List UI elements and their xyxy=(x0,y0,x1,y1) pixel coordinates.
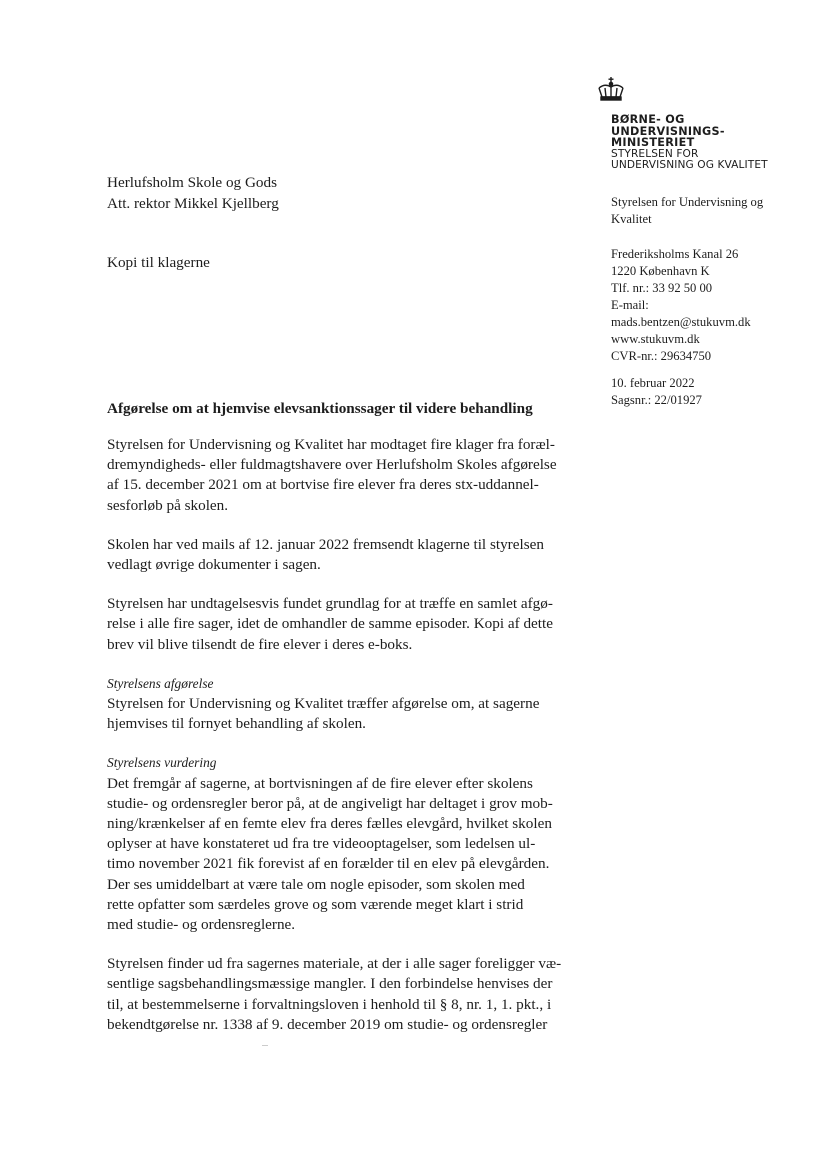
copy-to: Kopi til klagerne xyxy=(107,254,210,271)
sender-phone: Tlf. nr.: 33 92 50 00 xyxy=(611,281,713,295)
text-line: rette opfatter som særdeles grove og som værende meget klart i strid xyxy=(107,895,524,913)
sender-web: www.stukuvm.dk xyxy=(611,332,700,346)
sender-email: mads.bentzen@stukuvm.dk xyxy=(611,315,751,329)
letter-body xyxy=(107,435,562,1054)
letter-heading: Afgørelse om at hjemvise elevsanktionssager til videre behandling xyxy=(107,400,533,417)
text-line: ning/krænkelser af en femte elev fra deres fælles elevgård, hvilket skolen xyxy=(107,815,552,833)
text-line: studie- og ordensregler beror på, at de angiveligt har deltaget i grov mob- xyxy=(107,794,553,812)
ministry-name-line: UNDERVISNINGS- xyxy=(611,124,725,138)
text-line: sentlige sagsbehandlingsmæssige mangler. I den forbindelse henvises der xyxy=(107,975,553,993)
paragraph xyxy=(107,594,562,655)
text-line: brev vil blive tilsendt de fire elever i deres e-boks. xyxy=(107,635,413,653)
sender-street: Frederiksholms Kanal 26 xyxy=(611,247,739,261)
text-line: oplyser at have konstateret ud fra tre videooptagelser, som ledelsen ul- xyxy=(107,835,536,853)
agency-name-line: STYRELSEN FOR xyxy=(611,147,699,160)
text-line: sesforløb på skolen. xyxy=(107,496,229,514)
paragraph xyxy=(107,435,562,516)
letter-date: 10. februar 2022 xyxy=(611,376,695,390)
scan-mark xyxy=(262,1045,268,1046)
sender-cvr: CVR-nr.: 29634750 xyxy=(611,349,712,363)
ministry-name-line: MINISTERIET xyxy=(611,136,695,149)
agency-name-line: UNDERVISNING OG KVALITET xyxy=(611,158,768,171)
sender-info xyxy=(611,194,811,409)
text-line: Styrelsen for Undervisning og Kvalitet træffer afgørelse om, at sagerne xyxy=(107,695,540,713)
text-line: dremyndigheds- eller fuldmagtshavere over Herlufsholm Skoles afgørelse xyxy=(107,456,557,474)
text-line: af 15. december 2021 om at bortvise fire elever fra deres stx-uddannel- xyxy=(107,476,539,494)
sender-name: Styrelsen for Undervisning og xyxy=(611,195,764,209)
recipient-line: Herlufsholm Skole og Gods xyxy=(107,174,278,191)
paragraph xyxy=(107,954,562,1035)
paragraph xyxy=(107,674,562,735)
text-line: relse i alle fire sager, idet de omhandler de samme episoder. Kopi af dette xyxy=(107,615,553,633)
sender-city: 1220 København K xyxy=(611,264,710,278)
text-line: Styrelsen finder ud fra sagernes materiale, at der i alle sager foreligger væ- xyxy=(107,955,562,973)
text-line: til, at bestemmelserne i forvaltningsloven i henhold til § 8, nr. 1, 1. pkt., i xyxy=(107,995,552,1013)
paragraph xyxy=(107,535,562,575)
text-line: Styrelsen for Undervisning og Kvalitet har modtaget fire klager fra foræl- xyxy=(107,436,555,453)
paragraph xyxy=(107,753,562,935)
text-line: Styrelsen har undtagelsesvis fundet grundlag for at træffe en samlet afgø- xyxy=(107,595,553,613)
text-line: Det fremgår af sagerne, at bortvisningen af de fire elever efter skolens xyxy=(107,774,533,792)
text-line: med studie- og ordensreglerne. xyxy=(107,916,296,934)
ministry-name-line: BØRNE- OG xyxy=(611,113,685,126)
text-line: vedlagt øvrige dokumenter i sagen. xyxy=(107,556,321,574)
text-line: Skolen har ved mails af 12. januar 2022 fremsendt klagerne til styrelsen xyxy=(107,535,544,553)
case-number: Sagsnr.: 22/01927 xyxy=(611,393,702,407)
recipient-address xyxy=(107,172,279,214)
text-line: Der ses umiddelbart at være tale om nogle episoder, som skolen med xyxy=(107,875,525,893)
section-title: Styrelsens afgørelse xyxy=(107,675,214,691)
sender-email-label: E-mail: xyxy=(611,298,649,312)
text-line: timo november 2021 fik forevist af en forælder til en elev på elevgården. xyxy=(107,855,550,873)
ministry-logo xyxy=(596,76,816,102)
sender-name: Kvalitet xyxy=(611,212,652,226)
crown-icon xyxy=(596,76,626,102)
text-line: hjemvises til fornyet behandling af skolen. xyxy=(107,715,366,733)
text-line: bekendtgørelse nr. 1338 af 9. december 2019 om studie- og ordensregler xyxy=(107,1015,548,1033)
section-title: Styrelsens vurdering xyxy=(107,755,217,771)
recipient-line: Att. rektor Mikkel Kjellberg xyxy=(107,195,279,212)
ministry-name xyxy=(611,114,821,171)
